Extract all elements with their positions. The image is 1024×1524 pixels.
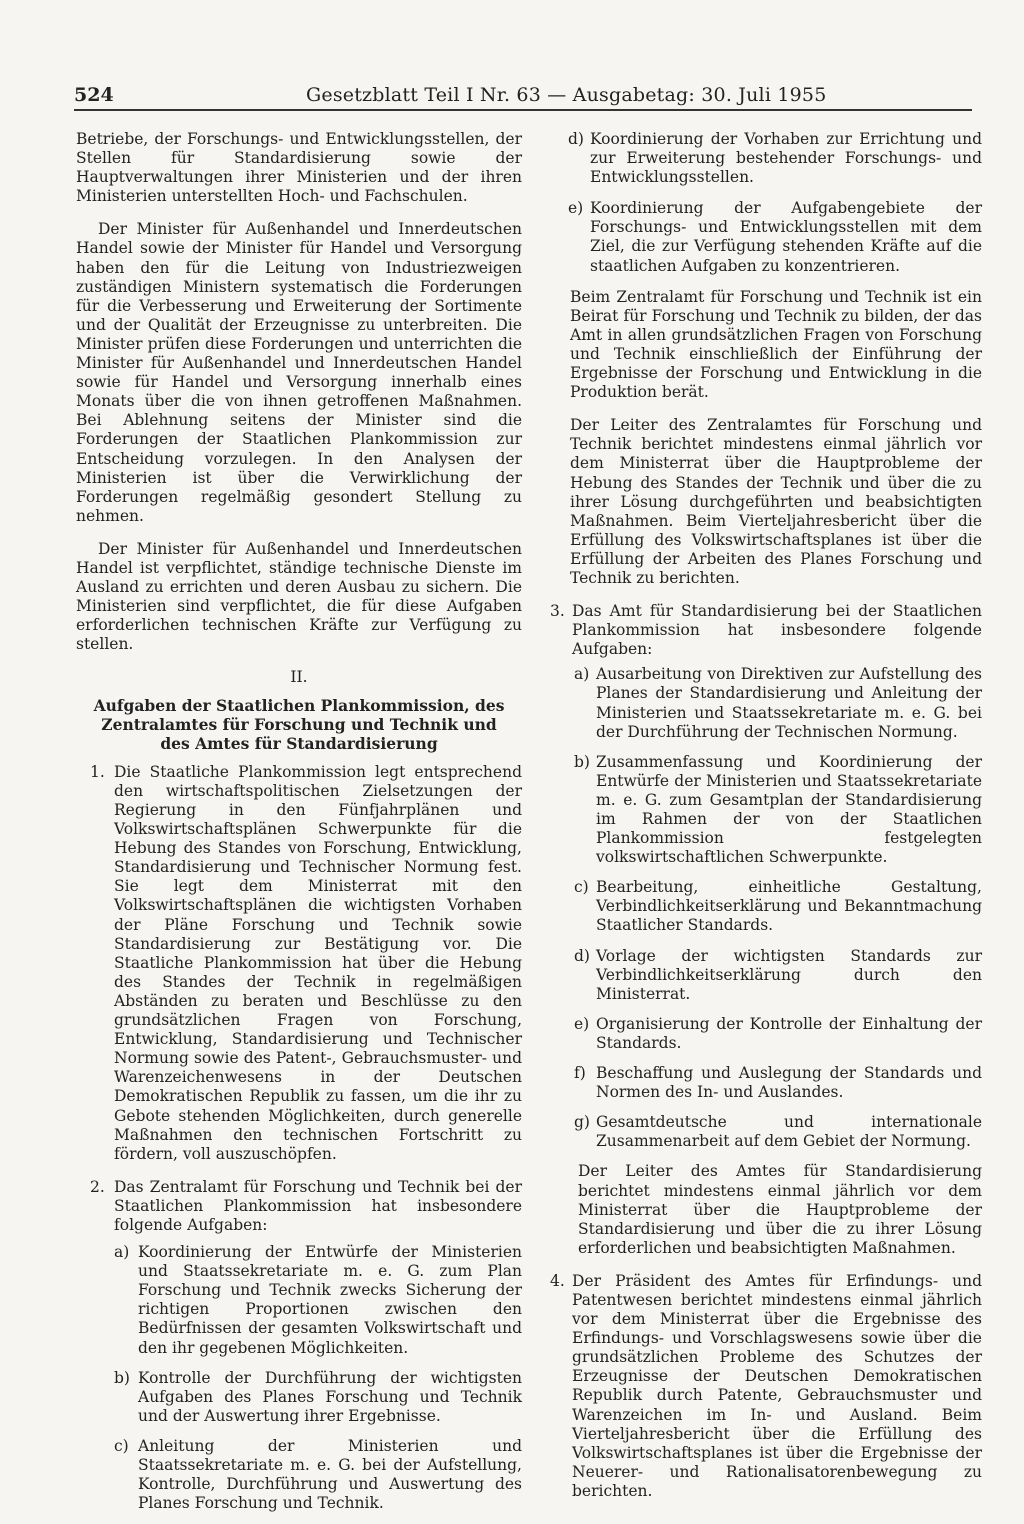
item-marker: 1.	[90, 762, 105, 781]
sub-item	[554, 1064, 982, 1102]
sub-marker: c)	[574, 878, 589, 897]
paragraph: Betriebe, der Forschungs- und Entwicklungsstellen, der Stellen für Standardisierung sowie der Hauptverwaltungen ihrer Ministerien und der ihren Ministerien unterstellten Hoch- und Fachschulen.	[76, 130, 522, 206]
sub-item	[554, 130, 982, 187]
sub-item	[76, 1243, 522, 1358]
sub-item	[554, 1113, 982, 1151]
sub-text: Organisierung der Kontrolle der Einhaltung der Standards.	[596, 1014, 982, 1052]
paragraph: Der Leiter des Amtes für Standardisierung berichtet mindestens einmal jährlich vor dem Ministerrat über die Hauptprobleme der Standardisierung und über die zu ihrer Lösung erforderlichen und beabsichtigten Maßnahmen.	[578, 1162, 982, 1257]
sub-text: Bearbeitung, einheitliche Gestaltung, Verbindlichkeitserklärung und Bekanntmachung Staatlicher Standards.	[596, 878, 982, 935]
sub-text: Gesamtdeutsche und internationale Zusammenarbeit auf dem Gebiet der Normung.	[596, 1113, 982, 1151]
item-text: Das Zentralamt für Forschung und Technik bei der Staatlichen Plankommission hat insbesondere folgende Aufgaben:	[114, 1177, 522, 1234]
sub-marker: e)	[568, 199, 584, 218]
item-text: Die Staatliche Plankommission legt entsprechend den wirtschaftspolitischen Zielsetzungen der Regierung in den Fünfjahrplänen und Volkswirtschaftsplänen Schwerpunkte für die Hebung des Standes von Forschung, Entwicklung, Standardisierung und Technischer Normung fest. Sie legt dem Ministerrat mit den Volkswirtschaftsplänen die wichtigsten Vorhaben der Pläne Forschung und Technik sowie Standardisierung zur Bestätigung vor. Die Staatliche Plankommission hat über die Hebung des Standes der Technik in regelmäßigen Abständen zu beraten und Beschlüsse zu den grundsätzlichen Fragen von Forschung, Entwicklung, Standardisierung und Technischer Normung sowie des Patent-, Gebrauchsmuster- und Warenzeichenwesens in der Deutschen Demokratischen Republik zu fassen, um die ihr zu Gebote stehenden Möglichkeiten, durch generelle Maßnahmen den technischen Fortschritt zu fördern, voll auszuschöpfen.	[114, 762, 522, 1163]
sub-marker: b)	[114, 1368, 130, 1387]
sub-item	[554, 753, 982, 868]
item-text: Der Präsident des Amtes für Erfindungs- und Patentwesen berichtet mindestens einmal jährlich vor dem Ministerrat über die Ergebnisse des Erfindungs- und Vorschlagswesens sowie über die grundsätzlichen Probleme des Schutzes der Erzeugnisse der Deutschen Demokratischen Republik durch Patente, Gebrauchsmuster und Warenzeichen im In- und Ausland. Beim Vierteljahresbericht über die Erfüllung des Volkswirtschaftsplanes ist über die Ergebnisse der Neuerer- und Rationalisatorenbewegung zu berichten.	[572, 1271, 982, 1500]
sub-text: Kontrolle der Durchführung der wichtigsten Aufgaben des Planes Forschung und Technik und der Auswertung ihrer Ergebnisse.	[138, 1368, 522, 1425]
sub-text: Koordinierung der Aufgabengebiete der Forschungs- und Entwicklungsstellen mit dem Ziel, die zur Verfügung stehenden Kräfte auf die staatlichen Aufgaben zu konzentrieren.	[590, 199, 982, 275]
sub-marker: d)	[574, 946, 590, 965]
sub-item	[554, 199, 982, 275]
header-rule	[74, 109, 972, 111]
sub-marker: e)	[574, 1014, 590, 1033]
sub-item	[554, 878, 982, 935]
sub-item	[554, 665, 982, 741]
paragraph: Der Leiter des Zentralamtes für Forschung und Technik berichtet mindestens einmal jährlich vor dem Ministerrat über die Hauptprobleme der Hebung des Standes der Technik und über die zu ihrer Lösung durchgeführten und beabsichtigten Maßnahmen. Beim Vierteljahresbericht über die Erfüllung des Volkswirtschaftsplanes ist über die Erfüllung der Arbeiten des Planes Forschung und Technik zu berichten.	[570, 416, 982, 587]
list-item	[550, 1271, 982, 1501]
sub-text: Anleitung der Ministerien und Staatssekretariate m. e. G. bei der Aufstellung, Kontrolle, Durchführung und Auswertung des Planes Forschung und Technik.	[138, 1436, 522, 1513]
sub-text: Beschaffung und Auslegung der Standards und Normen des In- und Auslandes.	[596, 1064, 982, 1102]
paragraph: Der Minister für Außenhandel und Innerdeutschen Handel sowie der Minister für Handel und Versorgung haben den für die Leitung von Industriezweigen zuständigen Ministern systematisch die Forderungen für die Verbesserung und Erweiterung der Sortimente und der Qualität der Erzeugnisse zu unterbreiten. Die Minister prüfen diese Forderungen und unterrichten die Minister für Außenhandel und Innerdeutschen Handel sowie für Handel und Versorgung innerhalb eines Monats über die von ihnen getroffenen Maßnahmen. Bei Ablehnung seitens der Minister sind die Forderungen der Staatlichen Plankommission zur Entscheidung vorzulegen. In den Analysen der Ministerien ist über die Verwirklichung der Forderungen regelmäßig gesondert Stellung zu nehmen.	[76, 220, 522, 525]
sub-marker: a)	[574, 665, 590, 684]
sub-item	[554, 1015, 982, 1053]
sub-item	[554, 947, 982, 1004]
page-number: 524	[74, 84, 114, 106]
sub-marker: f)	[574, 1064, 586, 1083]
item-marker: 4.	[550, 1271, 565, 1290]
sub-text: Koordinierung der Entwürfe der Ministerien und Staatssekretariate m. e. G. zum Plan Forschung und Technik zwecks Sicherung der richtigen Proportionen zwischen den Bedürfnissen der gesamten Volkswirtschaft und den ihr gegebenen Möglichkeiten.	[138, 1243, 522, 1357]
sub-marker: d)	[568, 130, 584, 148]
left-column	[76, 130, 522, 1524]
sub-text: Koordinierung der Vorhaben zur Errichtung und zur Erweiterung bestehender Forschungs- und Entwicklungsstellen.	[590, 130, 982, 187]
sub-text: Zusammenfassung und Koordinierung der Entwürfe der Ministerien und Staatssekretariate m. e. G. zum Gesamtplan der Standardisierung im Rahmen der von der Staatlichen Plankommission festgelegten volkswirtschaftlichen Schwerpunkte.	[596, 752, 982, 867]
item-text: Das Amt für Standardisierung bei der Staatlichen Plankommission hat insbesondere folgende Aufgaben:	[572, 602, 982, 659]
paragraph: Beim Zentralamt für Forschung und Technik ist ein Beirat für Forschung und Technik zu bilden, der das Amt in allen grundsätzlichen Fragen von Forschung und Technik einschließlich der Einführung der Ergebnisse der Forschung und Entwicklung in die Produktion berät.	[570, 287, 982, 402]
sub-marker: b)	[574, 752, 590, 771]
sub-text: Vorlage der wichtigsten Standards zur Verbindlichkeitserklärung durch den Ministerrat.	[596, 946, 982, 1003]
sub-marker: c)	[114, 1436, 129, 1455]
sub-marker: g)	[574, 1113, 590, 1132]
list-item	[76, 763, 522, 1164]
list-item	[76, 1178, 522, 1235]
header-title: Gesetzblatt Teil I Nr. 63 — Ausgabetag: 30. Juli 1955	[306, 84, 827, 106]
section-heading: Aufgaben der Staatlichen Plankommission, des Zentralamtes für Forschung und Technik und des Amtes für Standardisierung	[93, 695, 505, 753]
sub-text: Ausarbeitung von Direktiven zur Aufstellung des Planes der Standardisierung und Anleitung der Ministerien und Staatssekretariate m. e. G. bei der Durchführung der Technischen Normung.	[596, 665, 982, 741]
paragraph: Der Minister für Außenhandel und Innerdeutschen Handel ist verpflichtet, ständige technische Dienste im Ausland zu errichten und deren Ausbau zu sichern. Die Ministerien sind verpflichtet, die für diese Aufgaben erforderlichen technischen Kräfte zur Verfügung zu stellen.	[76, 539, 522, 654]
item-marker: 2.	[90, 1177, 105, 1196]
sub-item	[76, 1369, 522, 1426]
list-item	[550, 602, 982, 659]
page-header	[74, 84, 974, 110]
right-column	[550, 130, 982, 1507]
sub-item	[76, 1437, 522, 1513]
item-marker: 3.	[550, 602, 565, 621]
section-number: II.	[290, 668, 308, 687]
sub-marker: a)	[114, 1243, 130, 1262]
